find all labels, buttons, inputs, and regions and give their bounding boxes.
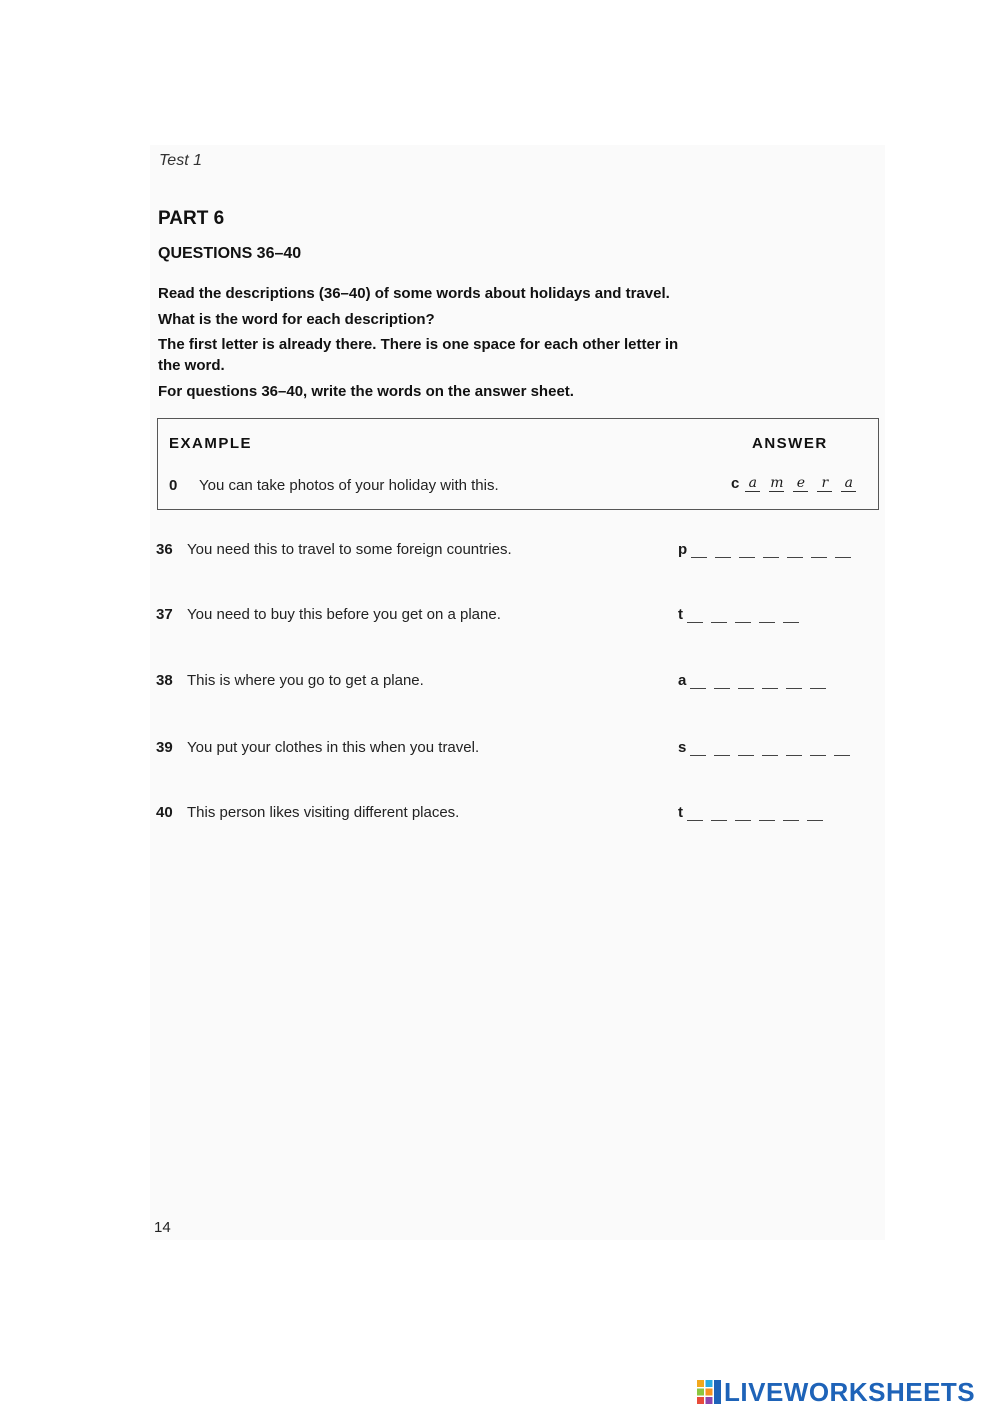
answer-first-letter: p xyxy=(678,541,688,558)
example-text: You can take photos of your holiday with this. xyxy=(199,477,499,494)
example-answer-letter: m xyxy=(770,475,784,491)
question-row-37 xyxy=(156,606,866,630)
question-text: You put your clothes in this when you travel. xyxy=(187,739,480,756)
answer-first-letter: a xyxy=(678,672,687,689)
answer-blank[interactable] xyxy=(714,745,730,756)
answer-blanks[interactable] xyxy=(678,739,858,756)
answer-blank[interactable] xyxy=(762,745,778,756)
answer-first-letter: t xyxy=(678,804,683,821)
question-number: 36 xyxy=(156,541,173,558)
answer-blank[interactable] xyxy=(687,612,703,623)
answer-blank[interactable] xyxy=(690,678,706,689)
part-title: PART 6 xyxy=(158,208,225,229)
answer-blank[interactable] xyxy=(786,745,802,756)
answer-blank[interactable] xyxy=(763,547,779,558)
answer-blank[interactable] xyxy=(834,745,850,756)
example-answer-letter: a xyxy=(841,475,856,492)
question-number: 38 xyxy=(156,672,173,689)
answer-blank[interactable] xyxy=(759,612,775,623)
question-row-39 xyxy=(156,739,866,763)
answer-blank[interactable] xyxy=(783,810,799,821)
answer-blank[interactable] xyxy=(738,745,754,756)
answer-blank[interactable] xyxy=(735,612,751,623)
example-number: 0 xyxy=(169,477,178,494)
answer-blanks[interactable] xyxy=(678,672,834,689)
liveworksheets-logo-icon xyxy=(697,1380,721,1404)
answer-first-letter: s xyxy=(678,739,687,756)
answer-heading: ANSWER xyxy=(752,435,828,452)
question-text: This is where you go to get a plane. xyxy=(187,672,424,689)
answer-blank[interactable] xyxy=(714,678,730,689)
answer-blank[interactable] xyxy=(810,745,826,756)
answer-blanks[interactable] xyxy=(678,541,859,558)
answer-blank[interactable] xyxy=(711,612,727,623)
answer-blank[interactable] xyxy=(783,612,799,623)
brand-watermark xyxy=(697,1377,975,1407)
answer-blank[interactable] xyxy=(738,678,754,689)
answer-blank[interactable] xyxy=(810,678,826,689)
example-answer xyxy=(731,475,865,492)
example-answer-letter: a xyxy=(745,475,760,492)
example-first-letter: c xyxy=(731,475,740,492)
question-row-38 xyxy=(156,672,866,696)
answer-blank[interactable] xyxy=(715,547,731,558)
question-number: 39 xyxy=(156,739,173,756)
answer-blank[interactable] xyxy=(807,810,823,821)
instruction-line: Read the descriptions (36–40) of some words about holidays and travel. xyxy=(158,285,670,302)
question-row-40 xyxy=(156,804,866,828)
example-box xyxy=(157,418,879,510)
question-text: You need to buy this before you get on a plane. xyxy=(187,606,501,623)
answer-blank[interactable] xyxy=(811,547,827,558)
answer-blank[interactable] xyxy=(787,547,803,558)
answer-blank[interactable] xyxy=(735,810,751,821)
question-number: 40 xyxy=(156,804,173,821)
answer-blank[interactable] xyxy=(711,810,727,821)
answer-blank[interactable] xyxy=(691,547,707,558)
page-number: 14 xyxy=(154,1219,171,1236)
example-answer-letter: r xyxy=(817,475,832,492)
test-label: Test 1 xyxy=(159,152,202,169)
answer-blank[interactable] xyxy=(690,745,706,756)
question-text: This person likes visiting different places. xyxy=(187,804,460,821)
answer-blank[interactable] xyxy=(739,547,755,558)
questions-title: QUESTIONS 36–40 xyxy=(158,245,302,262)
instruction-line: For questions 36–40, write the words on the answer sheet. xyxy=(158,383,574,400)
answer-blank[interactable] xyxy=(835,547,851,558)
example-answer-letter: e xyxy=(793,475,808,492)
answer-blank[interactable] xyxy=(762,678,778,689)
answer-first-letter: t xyxy=(678,606,683,623)
answer-blank[interactable] xyxy=(687,810,703,821)
question-text: You need this to travel to some foreign countries. xyxy=(187,541,512,558)
answer-blanks[interactable] xyxy=(678,606,807,623)
answer-blanks[interactable] xyxy=(678,804,831,821)
answer-blank[interactable] xyxy=(786,678,802,689)
question-number: 37 xyxy=(156,606,173,623)
brand-name: LIVEWORKSHEETS xyxy=(724,1377,976,1407)
instruction-line: The first letter is already there. There is one space for each other letter in xyxy=(158,336,679,353)
instruction-line: What is the word for each description? xyxy=(158,311,435,328)
answer-blank[interactable] xyxy=(759,810,775,821)
question-row-36 xyxy=(156,541,866,565)
instruction-line: the word. xyxy=(158,357,225,374)
example-heading: EXAMPLE xyxy=(169,435,253,452)
